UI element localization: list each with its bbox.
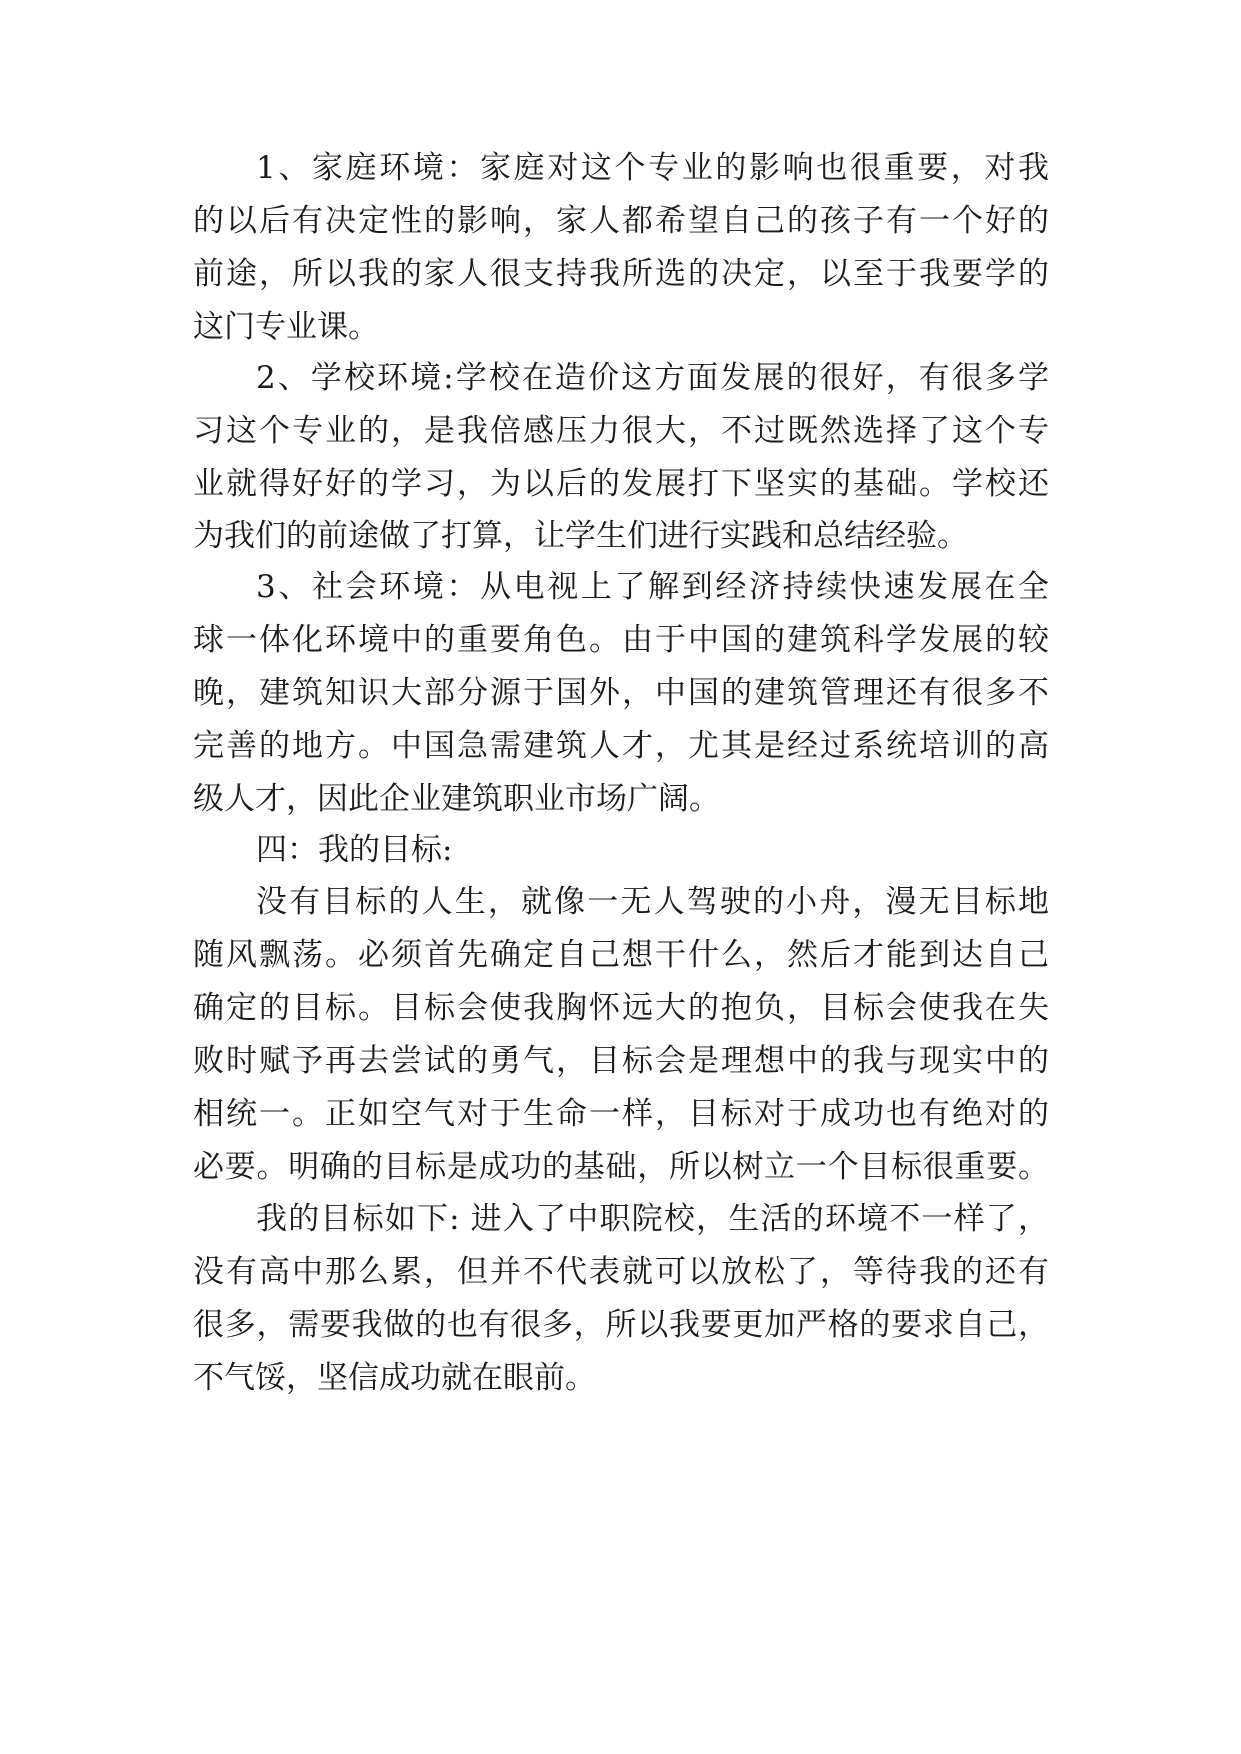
paragraph-family-environment-line-3: 前途，所以我的家人很支持我所选的决定，以至于我要学的 [193,256,1049,292]
paragraph-social-environment-line-5: 级人才，因此企业建筑职业市场广阔。 [193,781,720,817]
paragraph-my-goals-line-4: 不气馁，坚信成功就在眼前。 [193,1360,596,1396]
paragraph-goals-importance-line-5: 相统一。正如空气对于生命一样，目标对于成功也有绝对的 [193,1096,1049,1132]
paragraph-my-goals-line-1: 我的目标如下: 进入了中职院校，生活的环境不一样了， [256,1201,1049,1237]
paragraph-family-environment-line-1: 1、家庭环境：家庭对这个专业的影响也很重要，对我 [256,150,1049,186]
paragraph-family-environment-line-2: 的以后有决定性的影响，家人都希望自己的孩子有一个好的 [193,203,1049,239]
paragraph-goals-importance-line-3: 确定的目标。目标会使我胸怀远大的抱负，目标会使我在失 [193,990,1049,1026]
paragraph-school-environment-line-2: 习这个专业的，是我倍感压力很大，不过既然选择了这个专 [193,413,1049,449]
paragraph-school-environment-line-1: 2、学校环境:学校在造价这方面发展的很好，有很多学 [256,360,1049,396]
paragraph-goals-importance-line-4: 败时赋予再去尝试的勇气，目标会是理想中的我与现实中的 [193,1043,1049,1079]
paragraph-family-environment-line-4: 这门专业课。 [193,309,379,345]
paragraph-goals-importance-line-2: 随风飘荡。必须首先确定自己想干什么，然后才能到达自己 [193,937,1049,973]
paragraph-social-environment-line-3: 晚，建筑知识大部分源于国外，中国的建筑管理还有很多不 [193,675,1049,711]
paragraph-social-environment-line-2: 球一体化环境中的重要角色。由于中国的建筑科学发展的较 [193,622,1049,658]
paragraph-goals-importance-line-6: 必要。明确的目标是成功的基础，所以树立一个目标很重要。 [193,1149,1049,1185]
paragraph-goals-importance-line-1: 没有目标的人生，就像一无人驾驶的小舟，漫无目标地 [256,884,1049,920]
section-heading-goals: 四：我的目标: [256,832,453,868]
paragraph-my-goals-line-2: 没有高中那么累，但并不代表就可以放松了，等待我的还有 [193,1254,1049,1290]
paragraph-school-environment-line-4: 为我们的前途做了打算，让学生们进行实践和总结经验。 [193,518,968,554]
paragraph-school-environment-line-3: 业就得好好的学习，为以后的发展打下坚实的基础。学校还 [193,466,1049,502]
paragraph-my-goals-line-3: 很多，需要我做的也有很多，所以我要更加严格的要求自己， [193,1307,1049,1343]
paragraph-social-environment-line-1: 3、社会环境：从电视上了解到经济持续快速发展在全 [256,569,1049,605]
paragraph-social-environment-line-4: 完善的地方。中国急需建筑人才，尤其是经过系统培训的高 [193,728,1049,764]
